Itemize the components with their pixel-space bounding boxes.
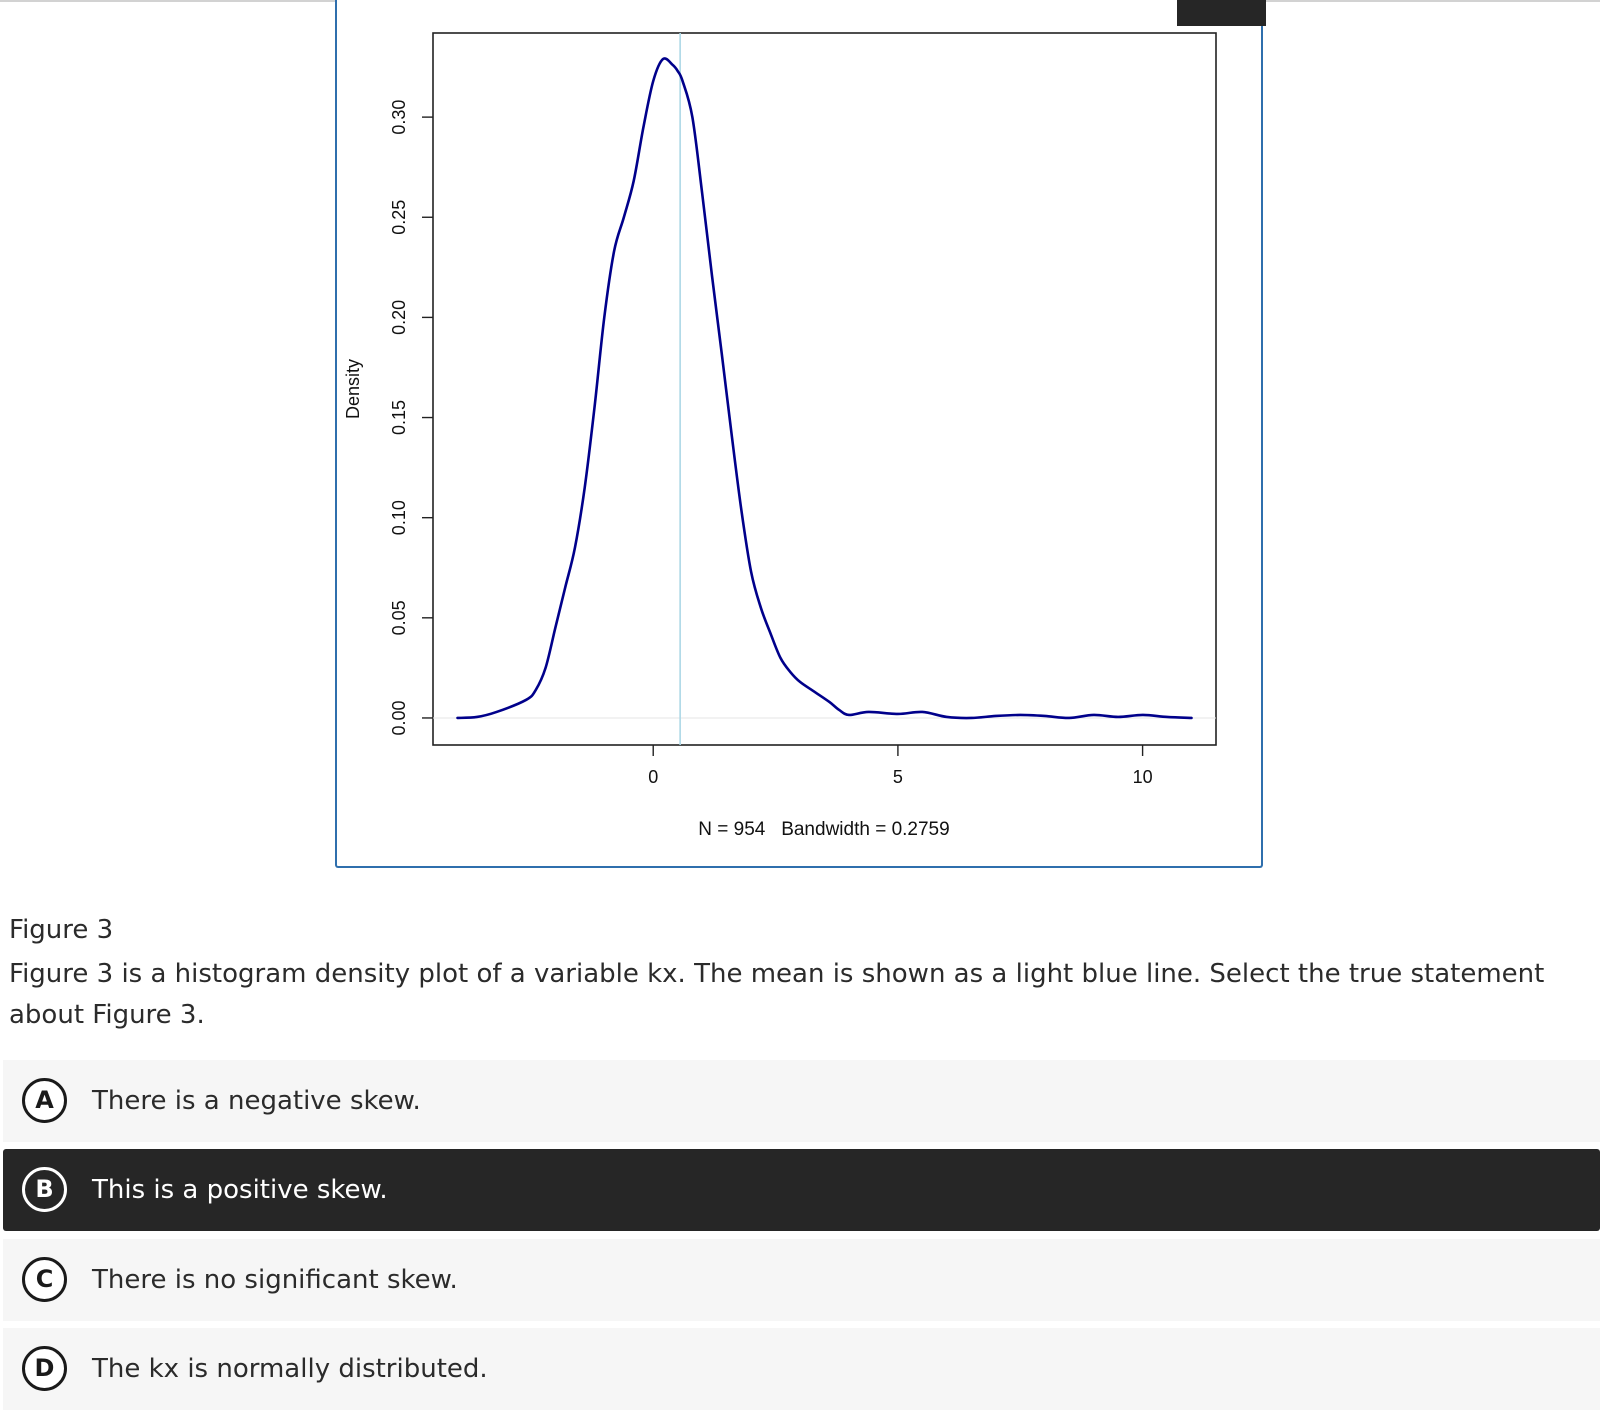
choice-a[interactable] bbox=[3, 1060, 1600, 1142]
y-axis-label: Density bbox=[343, 358, 363, 420]
x-tick-label: 10 bbox=[1132, 767, 1153, 787]
choice-c-label: There is no significant skew. bbox=[92, 1265, 458, 1295]
plot-box bbox=[433, 33, 1216, 745]
choice-b-label: This is a positive skew. bbox=[92, 1175, 388, 1205]
density-curve bbox=[457, 58, 1191, 718]
x-axis-label: N = 954 Bandwidth = 0.2759 bbox=[698, 819, 950, 840]
y-tick-label: 0.00 bbox=[389, 700, 409, 736]
y-tick-label: 0.15 bbox=[389, 400, 409, 436]
y-tick-label: 0.20 bbox=[389, 299, 409, 335]
choice-a-label: There is a negative skew. bbox=[92, 1086, 421, 1116]
x-tick-label: 0 bbox=[648, 767, 659, 787]
choice-c[interactable] bbox=[3, 1239, 1600, 1321]
choice-d-label: The kx is normally distributed. bbox=[92, 1354, 488, 1384]
y-axis bbox=[389, 100, 433, 736]
y-tick-label: 0.05 bbox=[389, 600, 409, 636]
figure-caption-title: Figure 3 bbox=[9, 915, 114, 945]
x-axis bbox=[648, 745, 1152, 787]
choice-d-badge: D bbox=[22, 1346, 67, 1391]
choice-a-badge: A bbox=[22, 1078, 67, 1123]
y-tick-label: 0.25 bbox=[389, 199, 409, 235]
y-tick-label: 0.30 bbox=[389, 99, 409, 135]
y-tick-label: 0.10 bbox=[389, 500, 409, 536]
x-tick-label: 5 bbox=[892, 767, 903, 787]
choice-d[interactable] bbox=[3, 1328, 1600, 1410]
choice-b-badge: B bbox=[22, 1167, 67, 1212]
choice-b[interactable] bbox=[3, 1149, 1600, 1231]
choice-c-badge: C bbox=[22, 1257, 67, 1302]
figure-caption-text: Figure 3 is a histogram density plot of a variable kx. The mean is shown as a light blue line. Select the true statement about Figure 3. bbox=[9, 959, 1545, 1030]
